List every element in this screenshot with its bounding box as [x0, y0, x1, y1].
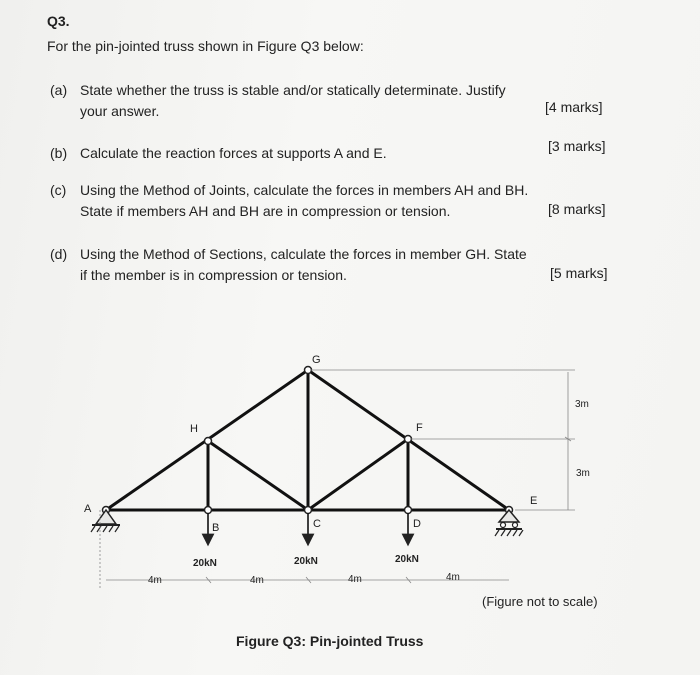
part-c-line2: State if members AH and BH are in compression or tension.	[80, 203, 451, 219]
part-a-line1: State whether the truss is stable and/or statically determinate. Justify	[80, 82, 506, 98]
truss-members	[106, 370, 509, 510]
part-a-marks: [4 marks]	[545, 99, 603, 115]
part-c-label: (c)	[50, 182, 67, 198]
figure-note: (Figure not to scale)	[482, 594, 598, 609]
span-label-1: 4m	[148, 575, 162, 586]
part-d-marks: [5 marks]	[550, 265, 608, 281]
node-label-F: F	[416, 422, 423, 434]
part-a-label: (a)	[50, 82, 68, 98]
part-d-label: (d)	[50, 246, 68, 262]
height-label-2: 3m	[576, 468, 590, 479]
part-b-label: (b)	[50, 145, 68, 161]
support-A	[91, 510, 120, 532]
member-HC	[208, 441, 308, 510]
load-label-D: 20kN	[395, 554, 419, 565]
node-label-E: E	[530, 495, 538, 507]
question-number: Q3.	[47, 13, 70, 29]
node-label-C: C	[313, 518, 321, 530]
node-label-A: A	[84, 503, 92, 515]
part-b-marks: [3 marks]	[548, 138, 606, 154]
pin-H	[205, 438, 212, 445]
load-label-C: 20kN	[294, 556, 318, 567]
part-d-line1: Using the Method of Sections, calculate the forces in member GH. State	[80, 246, 527, 262]
part-d-line2: if the member is in compression or tension.	[80, 267, 347, 283]
node-label-H: H	[190, 423, 198, 435]
pin-D	[405, 507, 412, 514]
member-CF	[308, 439, 408, 510]
span-label-3: 4m	[348, 574, 362, 585]
part-c-line1: Using the Method of Joints, calculate the forces in members AH and BH.	[80, 182, 529, 198]
figure-caption: Figure Q3: Pin-jointed Truss	[236, 633, 424, 649]
pin-B	[205, 507, 212, 514]
load-label-B: 20kN	[193, 558, 217, 569]
height-label-1: 3m	[575, 399, 589, 410]
pin-C	[305, 507, 312, 514]
question-intro: For the pin-jointed truss shown in Figure Q3 below:	[47, 38, 364, 54]
support-E	[495, 510, 523, 536]
node-label-D: D	[413, 518, 421, 530]
node-label-G: G	[312, 354, 321, 366]
point-loads	[208, 513, 408, 540]
part-b-line1: Calculate the reaction forces at supports A and E.	[80, 145, 387, 161]
span-label-2: 4m	[250, 575, 264, 586]
part-a-line2: your answer.	[80, 103, 160, 119]
span-label-4: 4m	[446, 572, 460, 583]
dimension-lines	[100, 370, 575, 588]
node-label-B: B	[212, 522, 220, 534]
part-c-marks: [8 marks]	[548, 201, 606, 217]
